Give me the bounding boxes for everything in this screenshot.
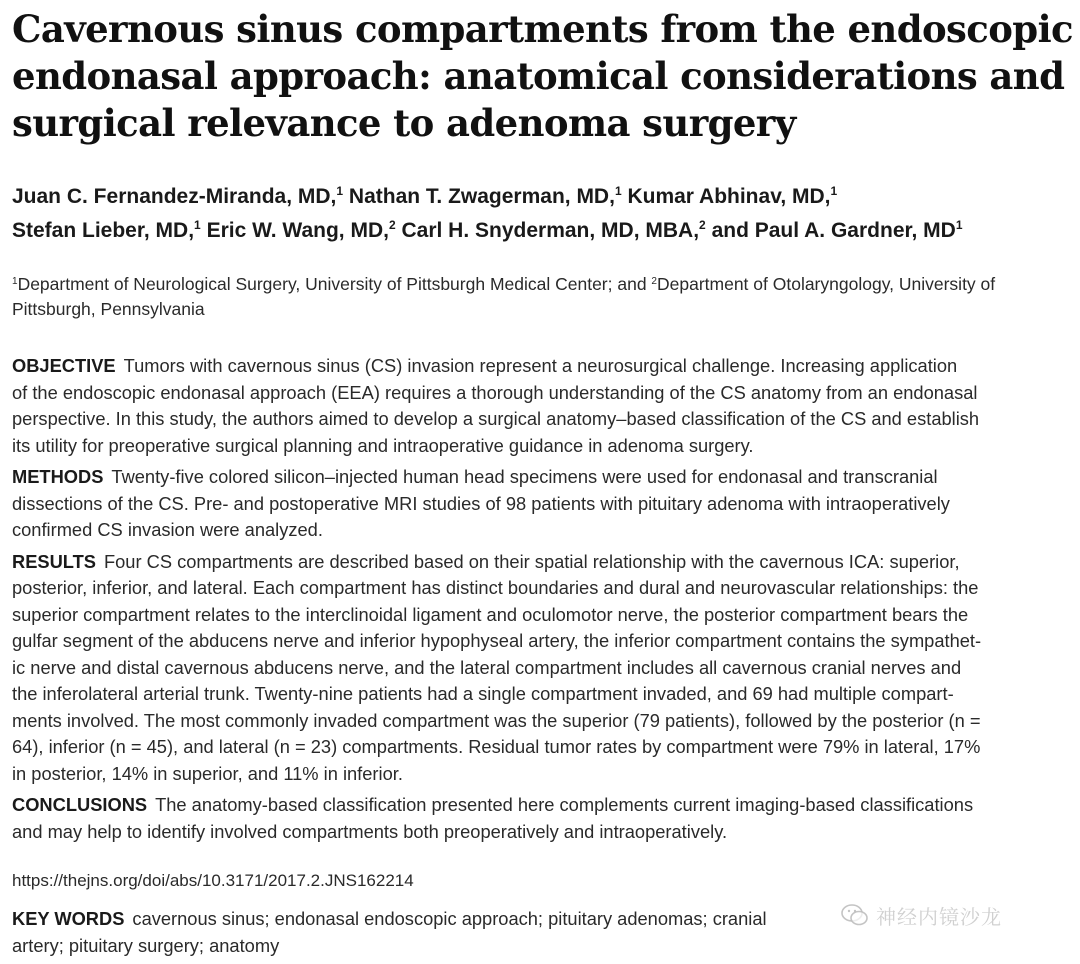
abstract-text: Tumors with cavernous sinus (CS) invasion represent a neurosurgical challenge. Increasing application: [123, 355, 958, 376]
abstract-text: and may help to identify involved compartments both preoperatively and intraoperatively.: [12, 820, 728, 842]
watermark-text: 神经内镜沙龙: [876, 904, 1002, 929]
abstract-text: in posterior, 14% in superior, and 11% in inferior.: [12, 762, 403, 784]
wechat-icon: [840, 900, 870, 930]
title-line: endonasal approach: anatomical considerations and: [12, 54, 1065, 98]
author-name: Nathan T. Zwagerman, MD,: [343, 185, 615, 208]
section-label: METHODS: [12, 466, 104, 487]
title-line: surgical relevance to adenoma surgery: [12, 101, 796, 145]
author-line-2: [12, 214, 1072, 248]
affiliation-marker: 1: [614, 184, 622, 198]
abstract-text: dissections of the CS. Pre- and postoperative MRI studies of 98 patients with pituitary adenoma with intraoperatively: [12, 492, 950, 514]
affiliation-marker: 1: [336, 184, 344, 198]
section-label: OBJECTIVE: [12, 355, 116, 376]
author-name: Kumar Abhinav, MD,: [621, 185, 831, 208]
affiliation-text: Department of Otolaryngology, University of: [656, 274, 996, 294]
abstract-text: Four CS compartments are described based on their spatial relationship with the cavernous ICA: superior,: [103, 550, 960, 572]
abstract-text: ic nerve and distal cavernous abducens nerve, and the lateral compartment includes all cavernous cranial nerves and: [12, 656, 962, 678]
abstract-text: its utility for preoperative surgical planning and intraoperative guidance in adenoma surgery.: [12, 434, 754, 456]
watermark: [840, 897, 1060, 933]
abstract-text: The anatomy-based classification presented here complements current imaging-based classifications: [155, 794, 974, 815]
affiliation-marker: 2: [651, 276, 657, 287]
abstract: [12, 353, 1072, 850]
abstract-text: the inferolateral arterial trunk. Twenty-nine patients had a single compartment invaded, and 69 had multiple compart-: [12, 683, 954, 704]
abstract-text: posterior, inferior, and lateral. Each compartment has distinct boundaries and dural and neurovascular relationships: the: [12, 577, 979, 598]
author-name: Carl H. Snyderman, MD, MBA,: [395, 219, 700, 242]
author-name: Stefan Lieber, MD,: [12, 219, 195, 242]
abstract-text: superior compartment relates to the interclinoidal ligament and oculomotor nerve, the posterior compartment bears the: [12, 603, 969, 625]
affiliation-line: Pittsburgh, Pennsylvania: [12, 299, 205, 319]
section-label: KEY WORDS: [12, 908, 125, 929]
abstract-text: ments involved. The most commonly invaded compartment was the superior (79 patients), followed by the posterior (n =: [12, 709, 981, 731]
abstract-results: [12, 549, 1072, 788]
affiliation-marker: 2: [388, 218, 396, 232]
affiliation-marker: 1: [955, 218, 963, 232]
abstract-conclusions: [12, 792, 1072, 845]
abstract-text: 64), inferior (n = 45), and lateral (n = 23) compartments. Residual tumor rates by compartment were 79% in lateral, 17%: [12, 736, 981, 757]
abstract-text: of the endoscopic endonasal approach (EEA) requires a thorough understanding of the CS anatomy from an endonasal: [12, 381, 978, 403]
affiliations: [12, 272, 1072, 322]
doi-link[interactable]: https://thejns.org/doi/abs/10.3171/2017.2.JNS162214: [12, 871, 414, 890]
abstract-text: perspective. In this study, the authors aimed to develop a surgical anatomy–based classification of the CS and establish: [12, 408, 980, 429]
author-list: [12, 180, 1072, 248]
affiliation-marker: 1: [194, 218, 201, 232]
affiliation-marker: 1: [12, 276, 18, 287]
abstract-text: confirmed CS invasion were analyzed.: [12, 519, 323, 540]
title-line: Cavernous sinus compartments from the endoscopic: [12, 7, 1073, 51]
keywords-text: artery; pituitary surgery; anatomy: [12, 935, 280, 956]
author-name: and Paul A. Gardner, MD: [705, 219, 956, 242]
affiliation-text: Department of Neurological Surgery, University of Pittsburgh Medical Center; and: [17, 274, 652, 294]
abstract-text: Twenty-five colored silicon–injected human head specimens were used for endonasal and transcranial: [111, 466, 938, 487]
abstract-objective: [12, 353, 1072, 459]
abstract-text: gulfar segment of the abducens nerve and inferior hypophyseal artery, the inferior compartment contains the sympathet-: [12, 630, 982, 651]
abstract-methods: [12, 464, 1072, 544]
section-label: RESULTS: [12, 550, 96, 572]
author-name: Eric W. Wang, MD,: [200, 219, 389, 242]
affiliation-line: [12, 272, 1072, 297]
affiliation-marker: 2: [699, 218, 706, 232]
paper-title: [12, 6, 1072, 147]
section-label: CONCLUSIONS: [12, 794, 148, 815]
author-name: Juan C. Fernandez-Miranda, MD,: [12, 185, 337, 208]
author-line-1: [12, 180, 1072, 214]
affiliation-marker: 1: [830, 184, 838, 198]
keywords-text: cavernous sinus; endonasal endoscopic approach; pituitary adenomas; cranial: [132, 908, 767, 929]
